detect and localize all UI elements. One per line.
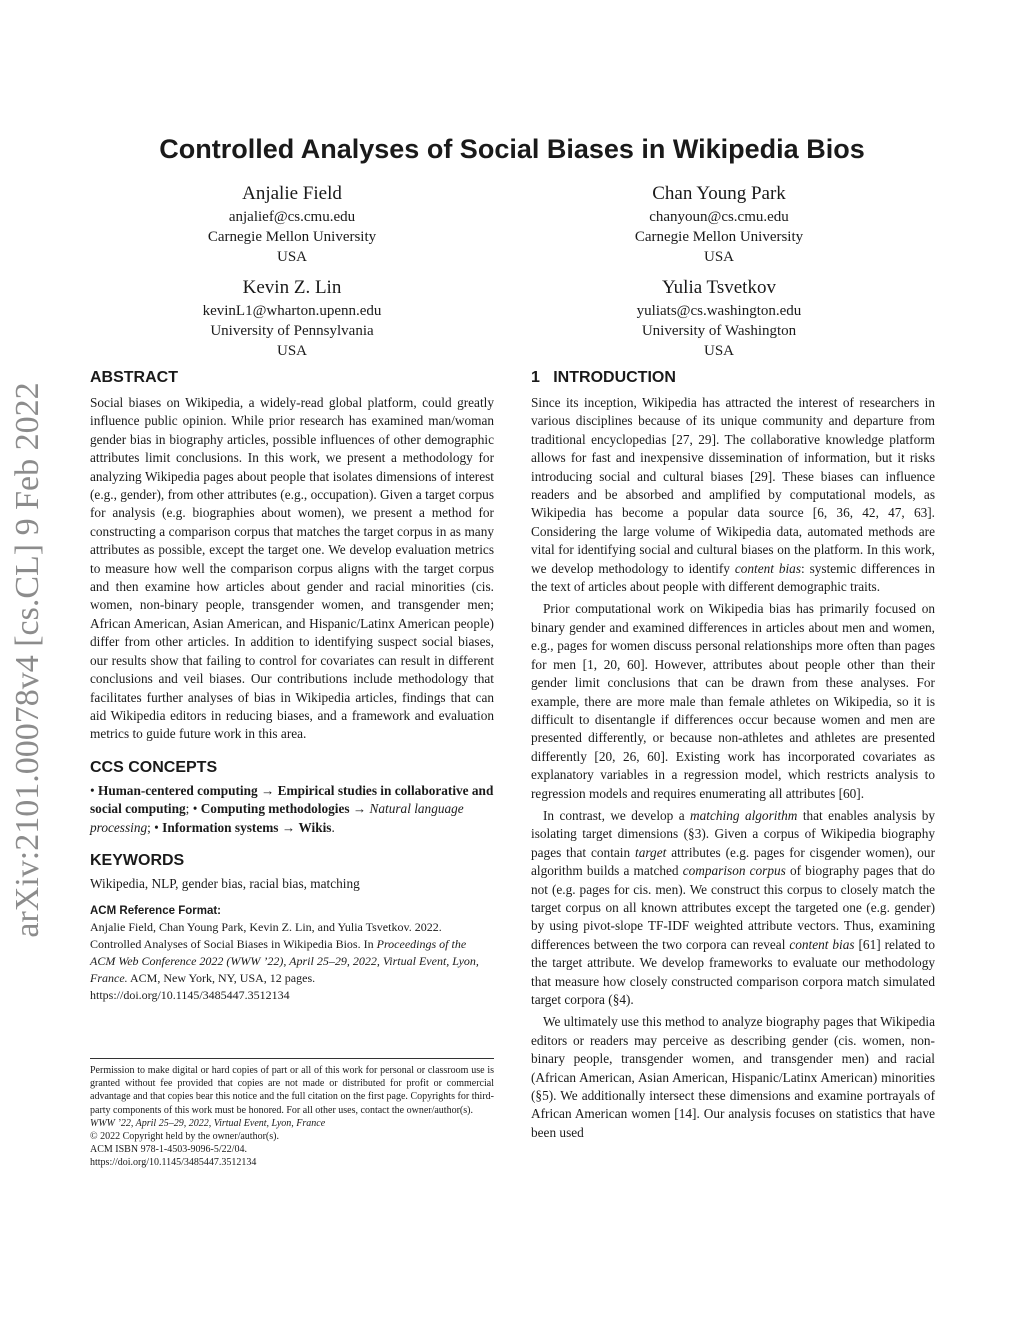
author-name: Kevin Z. Lin [242, 277, 342, 298]
ccs-concept: Wikis [298, 819, 332, 835]
intro-emphasis: content bias [734, 560, 802, 576]
footnote [90, 1064, 494, 1170]
ccs-concept: Natural language processing [90, 801, 464, 835]
ccs-bullet: • [192, 801, 198, 817]
footnote-rule [90, 1058, 494, 1059]
ccs-separator: ; [185, 801, 190, 817]
author-name: Yulia Tsvetkov [662, 277, 776, 298]
author-country: USA [276, 249, 307, 265]
author-affiliation: University of Pennsylvania [210, 323, 374, 339]
isbn-line: ACM ISBN 978-1-4503-9096-5/22/04. [90, 1144, 247, 1156]
author-block [529, 275, 909, 361]
arxiv-identifier: arXiv:2101.00078v4 [cs.CL] 9 Feb 2022 [9, 382, 46, 938]
doi-line: https://doi.org/10.1145/3485447.3512134 [90, 1157, 257, 1169]
author-block [102, 275, 482, 361]
author-country: USA [703, 343, 734, 359]
author-email: chanyoun@cs.cmu.edu [649, 209, 789, 225]
author-email: anjalief@cs.cmu.edu [228, 209, 356, 225]
intro-text: attributes (e.g. pages for cisgender women), our algorithm builds a matched [531, 844, 935, 879]
intro-emphasis: comparison corpus [682, 863, 786, 879]
ccs-separator: ; [147, 819, 151, 835]
author-country: USA [276, 343, 307, 359]
author-block [529, 181, 909, 267]
ccs-bullet: • [90, 782, 95, 798]
author-country: USA [703, 249, 734, 265]
left-column [90, 368, 494, 1004]
intro-text: Since its inception, Wikipedia has attracted the interest of researchers in various disciplines because of its unique community and departure from traditional encyclopedias [27, 29]. The collaborative knowledge platform allows for fast and inexpensive dissemination of information, but it risks introducing social and cultural biases [29]. These biases can influence readers and be absorbed and amplified by computational models, as Wikipedia has become a popular data source [6, 36, 42, 47, 63]. Considering the large volume of Wikipedia data, automated methods are vital for identifying social and cultural biases on the platform. In this work, we develop methodology to identify [531, 395, 935, 576]
abstract-heading: ABSTRACT [90, 369, 178, 386]
author-name: Chan Young Park [652, 183, 786, 204]
ccs-end: . [331, 819, 335, 835]
conference-info: WWW ’22, April 25–29, 2022, Virtual Event, Lyon, France [90, 1117, 326, 1129]
intro-text: In contrast, we develop a [543, 807, 691, 823]
intro-text: [61] related to the target attribute. We develop frameworks to evaluate our methodology that measure how closely constructed comparison corpora match simulated target corpora (§4). [531, 936, 936, 1007]
intro-text: of biography pages that do not (e.g. pages for cis. men). We construct this corpus to closely match the target corpus on all known attributes except the targeted one (e.g. gender) by using pivot-slope TF-IDF weighted attribute vectors. Thus, examining differences between the two corpora can reveal [531, 863, 936, 952]
author-email: kevinL1@wharton.upenn.edu [202, 303, 382, 319]
author-email: yuliats@cs.washington.edu [636, 303, 802, 319]
author-affiliation: University of Washington [641, 323, 797, 339]
ccs-arrow: → [352, 801, 367, 817]
ccs-concept: Information systems [162, 819, 279, 835]
ccs-heading: CCS CONCEPTS [90, 758, 218, 776]
acm-reference-text [90, 919, 494, 1004]
intro-paragraph: We ultimately use this method to analyze biography pages that Wikipedia editors or readers may perceive as describing gender (cis. women, non-binary people, transgender women, and transgender men) and racial (African American, Asian American, Hispanic/Latinx American) minorities (§5). We additionally intersect these dimensions and examine portrayals of African American women [14]. Our analysis focuses on statistics that have been used [531, 1014, 935, 1140]
author-affiliation: Carnegie Mellon University [207, 229, 377, 245]
intro-emphasis: content bias [789, 936, 855, 952]
intro-emphasis: matching algorithm [690, 807, 798, 823]
author-name: Anjalie Field [242, 183, 342, 204]
acm-reference-venue: Proceedings of the ACM Web Conference 2022 (WWW ’22), April 25–29, 2022, Virtual Event, Lyon, France. [90, 937, 479, 986]
acm-reference-part: ACM, New York, NY, USA, 12 pages. https://doi.org/10.1145/3485447.3512134 [90, 971, 316, 1003]
paper-title: Controlled Analyses of Social Biases in Wikipedia Bios [159, 134, 865, 164]
right-column [531, 368, 935, 1142]
intro-paragraph [531, 807, 935, 1009]
keywords-heading: KEYWORDS [90, 851, 185, 869]
intro-text: : systemic differences in the text of articles about people with different demographic traits. [531, 560, 936, 595]
acm-reference-part: Anjalie Field, Chan Young Park, Kevin Z. Lin, and Yulia Tsvetkov. 2022. Controlled Analyses of Social Biases in Wikipedia Bios. In [90, 920, 442, 952]
acm-reference-heading: ACM Reference Format: [90, 905, 221, 918]
ccs-concept: Computing methodologies [200, 801, 350, 817]
ccs-arrow: → [281, 819, 296, 835]
abstract-text: Social biases on Wikipedia, a widely-read global platform, could greatly influence public opinion. While prior research has examined man/woman gender bias in biography articles, possible influences of other demographic attributes limit conclusions. In this work, we present a methodology for analyzing Wikipedia pages about people that isolates dimensions of interest (e.g., gender), from other attributes (e.g., occupation). Given a target corpus for analysis (e.g. biographies about women), we present a method for constructing a comparison corpus that matches the target corpus in as many attributes as possible, except the target one. We develop evaluation metrics to measure how well the comparison corpus aligns with the target corpus and then examine how articles about gender and racial minorities (cis. women, non-binary people, transgender women, and transgender men; African American, Asian American, and Hispanic/Latinx American people) differ from other articles. In addition to identifying suspect social biases, our results show that failing to control for covariates can result in different conclusions and veil biases. Our contributions include methodology that facilitates further analyses of bias in Wikipedia articles, findings that can aid Wikipedia editors in reducing biases, and a framework and evaluation metrics to guide future work in this area. [90, 395, 494, 742]
intro-heading: 1 INTRODUCTION [531, 369, 676, 386]
permission-notice: Permission to make digital or hard copies of part or all of this work for personal or classroom use is granted without fee provided that copies are not made or distributed for profit or commercial advantage and that copies bear this notice and the full citation on the first page. Copyrights for third-party components of this work must be honored. For all other uses, contact the owner/author(s). [90, 1065, 494, 1116]
ccs-arrow: → [261, 782, 275, 798]
intro-text: that enables analysis by isolating target dimensions (§3). Given a corpus of Wikipedia biography pages that contain [531, 807, 935, 860]
ccs-concepts [90, 782, 494, 837]
ccs-bullet: • [154, 819, 159, 835]
author-affiliation: Carnegie Mellon University [634, 229, 804, 245]
intro-paragraph: Prior computational work on Wikipedia bias has primarily focused on binary gender and examined differences in articles about men and women, e.g., pages for women discuss personal relationships more often than pages for men [1, 20, 60]. However, attributes about people other than their gender limit conclusions that can be drawn from these analyses. For example, there are more male than female athletes on Wikipedia, so it is difficult to disentangle if differences occur because women and men are presented differently, or because non-athletes and athletes are presented differently [20, 26, 60]. Existing work has incorporated covariates as explanatory variables in a regression model, which restricts analysis to regression models and requires enumerating all attributes [60]. [531, 601, 935, 801]
ccs-concept: Empirical studies in collaborative and social computing [90, 782, 494, 817]
keywords-text: Wikipedia, NLP, gender bias, racial bias, matching [90, 875, 360, 891]
ccs-concept: Human-centered computing [97, 782, 258, 798]
intro-emphasis: target [635, 844, 667, 860]
intro-paragraph [531, 394, 935, 596]
copyright-line: © 2022 Copyright held by the owner/author(s). [90, 1131, 279, 1143]
author-block [102, 181, 482, 267]
